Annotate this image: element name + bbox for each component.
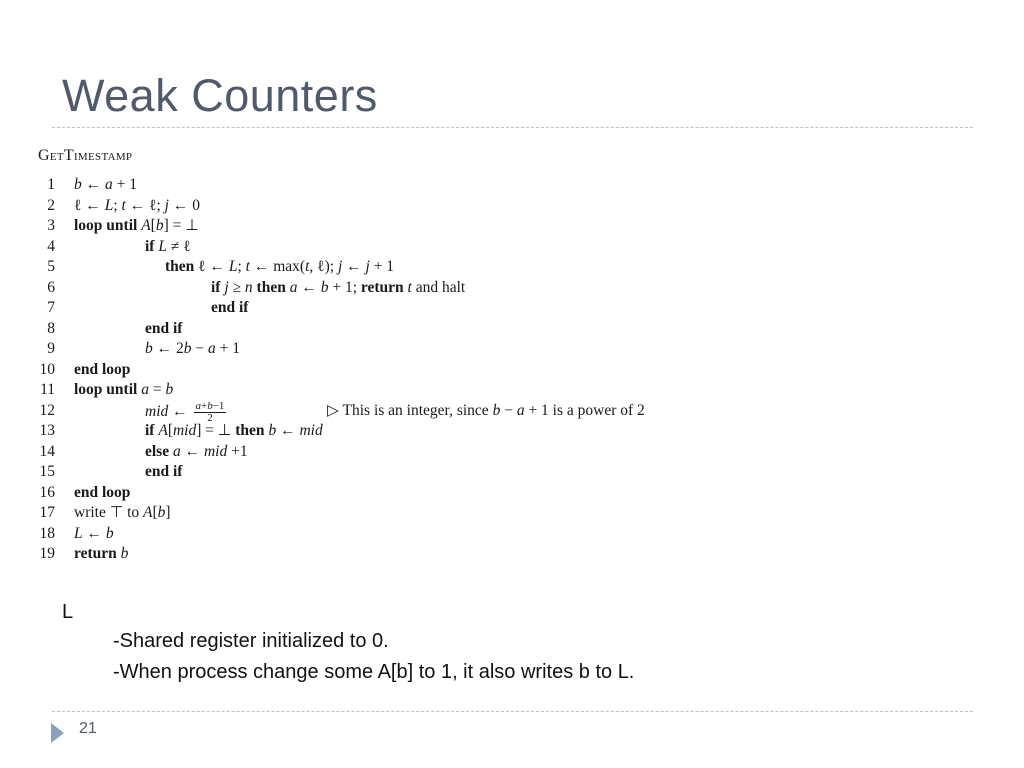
- line-number: 1: [47, 176, 55, 193]
- algorithm-line: [37, 175, 137, 196]
- algorithm-line: [37, 524, 132, 545]
- triangle-right-icon: [51, 723, 64, 743]
- algorithm-line: [37, 298, 249, 319]
- notes-section: [62, 598, 634, 688]
- line-number: 4: [47, 237, 55, 255]
- line-number: 2: [47, 196, 55, 214]
- note-line: -When process change some A[b] to 1, it also writes b to L.: [113, 661, 635, 683]
- line-code: then ℓ ← L; t ← max(t, ℓ); j ← j + 1: [165, 258, 395, 275]
- line-number: 3: [47, 217, 55, 234]
- line-code: end if: [145, 319, 183, 337]
- line-code: end if: [145, 463, 183, 480]
- line-code: b ← a + 1: [74, 176, 137, 193]
- line-number: 11: [40, 381, 55, 398]
- line-number: 15: [39, 463, 55, 480]
- algorithm-line: [37, 216, 199, 237]
- algorithm-name: GetTimestamp: [38, 147, 133, 164]
- line-number: 14: [39, 442, 55, 460]
- algorithm-block: [37, 146, 645, 565]
- line-code: ℓ ← L; t ← ℓ; j ← 0: [74, 196, 200, 214]
- notes-heading: L: [62, 601, 74, 623]
- note-line: -Shared register initialized to 0.: [113, 630, 389, 652]
- line-number: 7: [47, 299, 55, 316]
- line-number: 16: [39, 483, 55, 501]
- line-code: else a ← mid +1: [145, 442, 248, 460]
- slide-title: Weak Counters: [62, 70, 378, 121]
- footer-divider: [52, 711, 973, 712]
- algorithm-line: [37, 399, 645, 424]
- algorithm-line: [37, 278, 466, 299]
- page-number: 21: [79, 720, 97, 737]
- line-number: 5: [47, 258, 55, 275]
- line-code: if A[mid] = ⊥ then b ← mid: [145, 422, 323, 439]
- line-number: 18: [39, 524, 55, 542]
- line-code: if j ≥ n then a ← b + 1; return t and halt: [211, 278, 466, 296]
- algorithm-line: [37, 421, 323, 442]
- line-number: 9: [47, 340, 55, 357]
- algorithm-lines: [37, 175, 645, 565]
- line-number: 19: [39, 545, 55, 562]
- title-divider: [52, 127, 973, 128]
- algorithm-line: [37, 483, 132, 504]
- algorithm-line: [37, 360, 132, 381]
- line-code: loop until A[b] = ⊥: [74, 217, 199, 234]
- line-code: if L ≠ ℓ: [145, 237, 191, 255]
- algorithm-line: [37, 319, 183, 340]
- algorithm-line: [37, 196, 200, 217]
- line-code: end loop: [74, 360, 131, 378]
- line-code: end loop: [74, 483, 131, 501]
- line-number: 17: [39, 504, 55, 521]
- line-code: L ← b: [74, 524, 114, 542]
- line-code: end if: [211, 299, 249, 316]
- algorithm-line: [37, 380, 174, 401]
- line-number: 13: [39, 422, 55, 439]
- line-number: 12: [39, 401, 55, 419]
- line-code: return b: [74, 545, 129, 562]
- line-number: 10: [39, 360, 55, 378]
- algorithm-line: [37, 257, 395, 278]
- line-code: loop until a = b: [74, 381, 174, 398]
- line-code: mid ← $\frac{a+b-1}{2}$: [145, 399, 225, 424]
- algorithm-line: [37, 503, 171, 524]
- algorithm-line: [37, 237, 191, 258]
- algorithm-line: [37, 339, 240, 360]
- algorithm-line: [37, 442, 248, 463]
- algorithm-line: [37, 544, 132, 565]
- algorithm-line: [37, 462, 183, 483]
- line-comment: ▷ This is an integer, since b − a + 1 is a power of 2: [327, 401, 645, 419]
- line-code: b ← 2b − a + 1: [145, 340, 240, 357]
- line-number: 6: [47, 278, 55, 296]
- line-number: 8: [47, 319, 55, 337]
- line-code: write ⊤ to A[b]: [74, 504, 171, 521]
